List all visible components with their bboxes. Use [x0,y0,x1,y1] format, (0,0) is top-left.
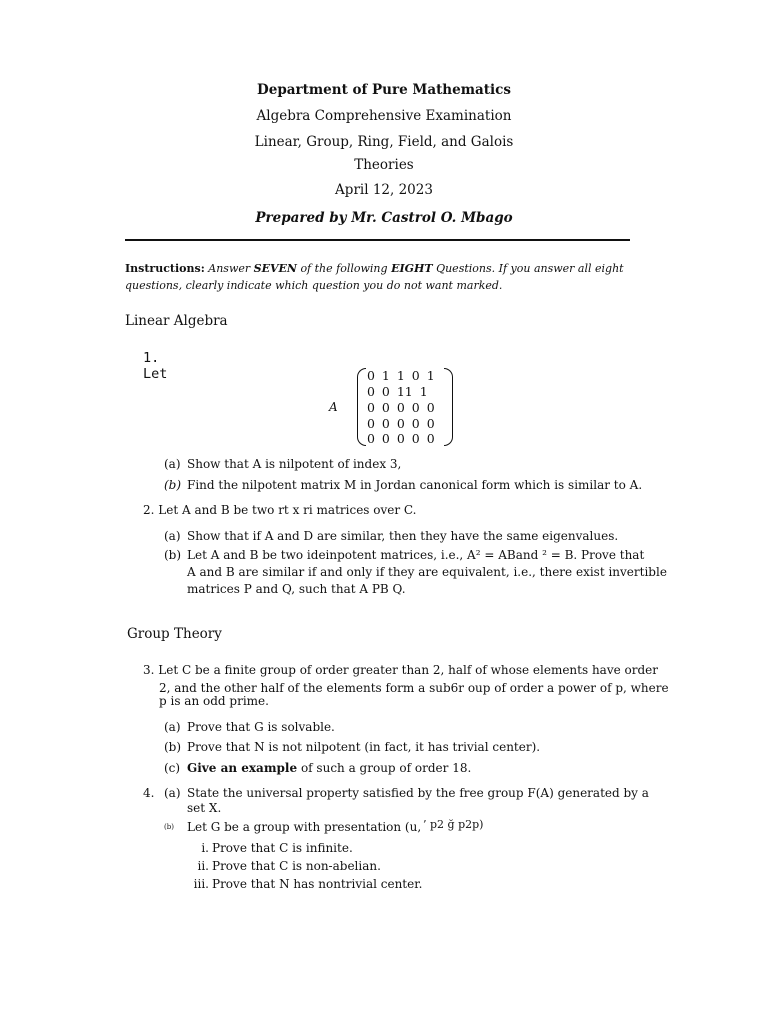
q3c-rest: of such a group of order 18. [300,761,472,775]
q4b-ii-text: Prove that C is non-abelian. [212,859,381,873]
matrix-row: 0 0 0 0 0 [367,400,435,415]
q2b-line-2: A and B are similar if and only if they are equivalent, i.e., there exist invertible [187,565,667,579]
q3a-text: Prove that G is solvable. [187,720,335,734]
q2a-label: (a) [164,529,181,543]
q1a-text: Show that A is nilpotent of index 3, [187,457,402,471]
q4b-i-label: i. [201,841,209,855]
matrix-label: A [329,400,338,414]
q1a-label: (a) [164,457,181,471]
left-paren [357,368,366,446]
q3b-text: Prove that N is not nilpotent (in fact, it has trivial center). [187,740,541,754]
q4b-ii-label: ii. [197,859,209,873]
q3a-label: (a) [164,720,181,734]
matrix-row: 0 1 1 0 1 [367,368,435,383]
question-3-line-2: 2, and the other half of the elements form a sub6r oup of order a power of p, where [159,681,669,695]
q2b-line-3: matrices P and Q, such that A PB Q. [187,582,406,596]
matrix-row: 0 0 0 0 0 [367,431,435,446]
instructions-text-3: Questions. If you answer all eight [436,262,624,275]
q4a-label: (a) [164,786,181,800]
section-heading-linear-algebra: Linear Algebra [125,313,228,329]
q3c-label: (c) [164,761,181,775]
question-2: 2. Let A and B be two rt x ri matrices over C. [143,503,417,517]
q4b-iii-label: iii. [193,877,209,891]
instructions-seven: SEVEN [253,262,297,275]
instructions-line-2: questions, clearly indicate which question you do not want marked. [125,279,503,292]
header-rule [125,239,630,241]
exam-title: Algebra Comprehensive Examination [256,108,512,124]
question-4-number: 4. [143,786,155,800]
q4b-label: (b) [164,823,174,831]
question-1-let: Let [143,366,168,382]
q4b-iii-text: Prove that N has nontrivial center. [212,877,423,891]
matrix-row: 0 0 0 0 0 [367,416,435,431]
prepared-by: Prepared by Mr. Castrol O. Mbago [255,210,513,226]
q3b-label: (b) [164,740,182,754]
q2a-text: Show that if A and D are similar, then they have the same eigenvalues. [187,529,619,543]
instructions-eight: EIGHT [391,262,433,275]
instructions-label: Instructions: [125,262,205,275]
instructions-line-1 [125,262,624,275]
instructions-text-1: Answer [208,262,251,275]
question-3-line-1: 3. Let C be a finite group of order greater than 2, half of whose elements have order [143,663,659,677]
matrix-a [357,368,453,446]
right-paren [444,368,453,446]
department-title: Department of Pure Mathematics [257,82,511,98]
q4b-presentation-tail: ’ p2 ğ p2p) [423,818,484,831]
q4b-i-text: Prove that C is infinite. [212,841,353,855]
exam-date: April 12, 2023 [335,182,433,198]
question-1-number: 1. [143,350,160,366]
q3c-bold: Give an example [187,761,298,775]
q2b-label: (b) [164,548,182,562]
q3c-text [187,761,471,775]
topics-line-1: Linear, Group, Ring, Field, and Galois [254,134,514,150]
matrix-row: 0 0 11 1 [367,384,428,399]
q4a-line-2: set X. [187,801,222,815]
topics-line-2: Theories [354,157,414,173]
q4b-text: Let G be a group with presentation (u, [187,820,422,834]
q2b-line-1: Let A and B be two ideinpotent matrices, i.e., A² = ABand ² = B. Prove that [187,548,645,562]
question-3-line-3: p is an odd prime. [159,694,269,708]
instructions-text-2: of the following [300,262,388,275]
q1b-text: Find the nilpotent matrix M in Jordan canonical form which is similar to A. [187,478,643,492]
section-heading-group-theory: Group Theory [127,626,222,642]
q1b-label: (b) [164,478,182,492]
q4a-line-1: State the universal property satisfied by the free group F(A) generated by a [187,786,649,800]
